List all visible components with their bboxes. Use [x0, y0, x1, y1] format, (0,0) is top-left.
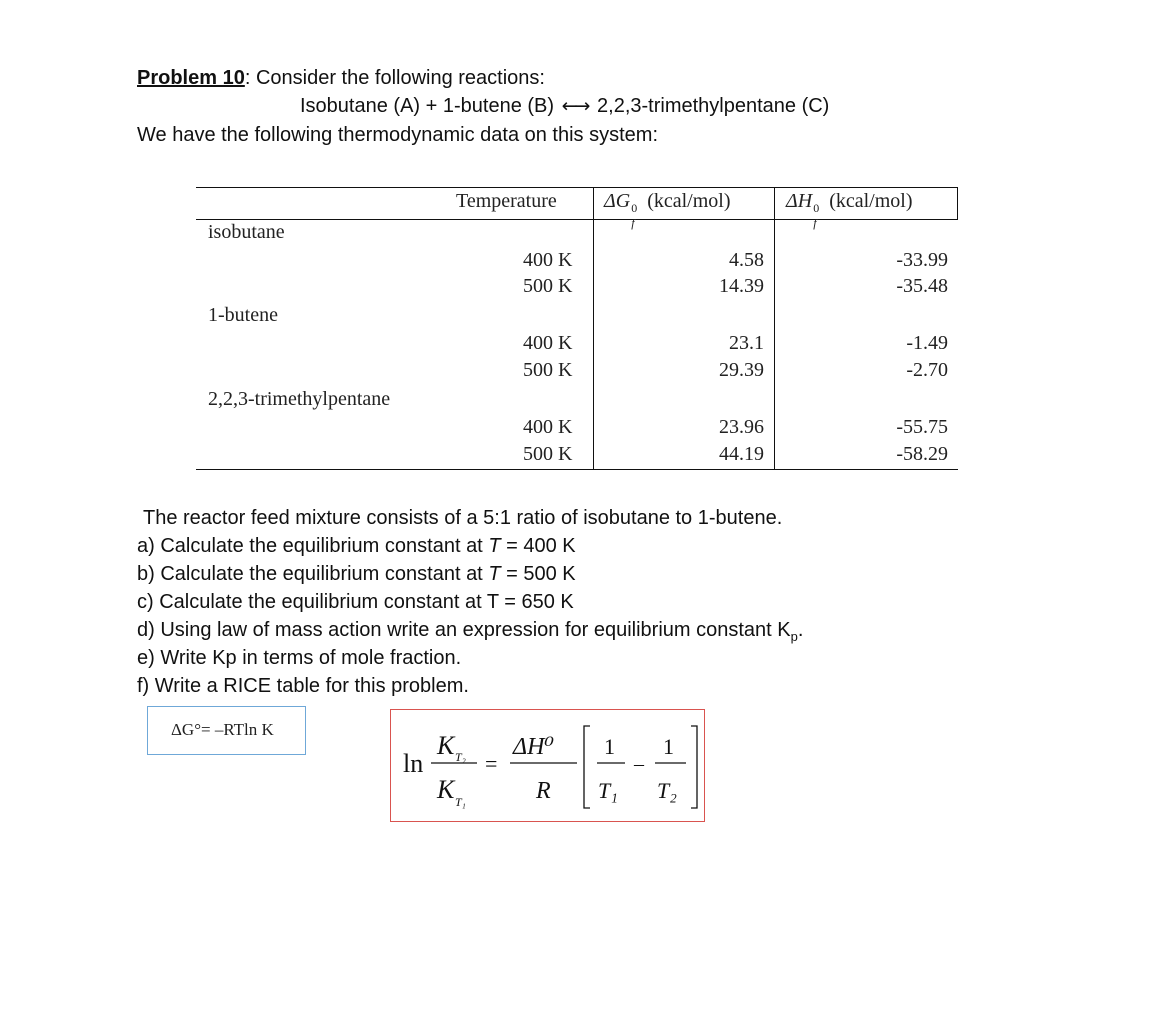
- table-col-divider-2: [774, 187, 775, 470]
- r-denominator: R: [536, 778, 551, 804]
- equilibrium-arrow-icon: ←→: [561, 95, 588, 117]
- question-c: c) Calculate the equilibrium constant at T = 650 K: [137, 591, 574, 613]
- dg-cell: 14.39: [719, 275, 764, 297]
- t1-denominator: T₁: [598, 778, 618, 803]
- dh-symbol: ΔH: [786, 190, 813, 212]
- data-intro: We have the following thermodynamic data on this system:: [137, 124, 658, 146]
- question-b-text: b) Calculate the equilibrium constant at: [137, 563, 489, 585]
- ln-text: ln: [403, 749, 424, 778]
- dh-sup: 0: [813, 201, 820, 215]
- question-a-var: T: [488, 535, 501, 557]
- table-header-rule: [196, 219, 958, 220]
- dg-cell: 23.1: [729, 332, 764, 354]
- gibbs-formula-box: [147, 706, 306, 755]
- question-d-text: d) Using law of mass action write an expression for equilibrium constant K: [137, 619, 791, 641]
- col-header-dh: [786, 190, 913, 230]
- question-a-text: a) Calculate the equilibrium constant at: [137, 535, 489, 557]
- dg-symbol: ΔG: [604, 190, 631, 212]
- species-name: isobutane: [208, 221, 285, 243]
- question-b: [137, 563, 576, 586]
- dg-unit: (kcal/mol): [647, 190, 731, 212]
- table-top-rule: [196, 187, 958, 188]
- dh-cell: -58.29: [896, 443, 948, 465]
- right-bracket-icon: [691, 726, 697, 808]
- k-denominator: K: [437, 775, 455, 804]
- reaction-reactants: Isobutane (A) + 1-butene (B): [300, 95, 555, 117]
- temp-cell: 500 K: [523, 443, 573, 465]
- dh-unit: (kcal/mol): [829, 190, 913, 212]
- temp-cell: 400 K: [523, 332, 573, 354]
- dh-cell: -33.99: [896, 249, 948, 271]
- question-a: [137, 535, 576, 558]
- dg-cell: 29.39: [719, 359, 764, 381]
- question-e: e) Write Kp in terms of mole fraction.: [137, 647, 462, 669]
- question-d: [137, 619, 803, 644]
- temp-cell: 500 K: [523, 275, 573, 297]
- col-header-temperature: Temperature: [456, 190, 557, 212]
- col-header-dg: [604, 190, 731, 230]
- dh-sub: f: [813, 216, 817, 230]
- feed-statement: The reactor feed mixture consists of a 5:1 ratio of isobutane to 1-butene.: [143, 507, 783, 529]
- dg-sup: 0: [631, 201, 638, 215]
- k-numerator: K: [437, 731, 455, 760]
- dh-cell: -35.48: [896, 275, 948, 297]
- dh-numerator: ΔH⁰: [513, 734, 555, 760]
- table-col-divider-3: [957, 187, 958, 220]
- t2-denominator: T₂: [657, 778, 677, 803]
- dg-cell: 23.96: [719, 416, 764, 438]
- vanthoff-formula-box: [390, 709, 705, 822]
- table-col-divider-1: [593, 187, 594, 470]
- question-d-end: .: [797, 619, 804, 641]
- dg-sub: f: [631, 216, 635, 230]
- temp-cell: 400 K: [523, 416, 573, 438]
- species-name: 1-butene: [208, 304, 278, 326]
- equals-sign: =: [485, 751, 498, 776]
- left-bracket-icon: [584, 726, 590, 808]
- reaction-equation: [300, 95, 829, 118]
- dh-cell: -1.49: [906, 332, 948, 354]
- vanthoff-equation: [391, 710, 704, 821]
- problem-label: Problem 10: [137, 67, 245, 89]
- problem-heading: [137, 67, 545, 90]
- one-numerator-a: 1: [604, 734, 615, 759]
- question-a-value: = 400 K: [500, 535, 576, 557]
- dg-cell: 44.19: [719, 443, 764, 465]
- minus-sign: –: [634, 753, 644, 775]
- problem-intro: : Consider the following reactions:: [244, 67, 545, 89]
- k-numerator-sub: T₂: [455, 750, 466, 764]
- question-f: f) Write a RICE table for this problem.: [137, 675, 469, 697]
- species-name: 2,2,3-trimethylpentane: [208, 388, 391, 410]
- dh-cell: -2.70: [906, 359, 948, 381]
- one-numerator-b: 1: [663, 734, 674, 759]
- dh-cell: -55.75: [896, 416, 948, 438]
- dg-cell: 4.58: [729, 249, 764, 271]
- question-b-var: T: [488, 563, 501, 585]
- gibbs-formula: ΔG°= –RTln K: [171, 720, 274, 739]
- question-d-sub: p: [790, 629, 798, 644]
- table-bottom-rule: [196, 469, 958, 470]
- temp-cell: 500 K: [523, 359, 573, 381]
- k-denominator-sub: T₁: [455, 795, 466, 809]
- temp-cell: 400 K: [523, 249, 573, 271]
- reaction-product: 2,2,3-trimethylpentane (C): [597, 95, 830, 117]
- question-b-value: = 500 K: [500, 563, 576, 585]
